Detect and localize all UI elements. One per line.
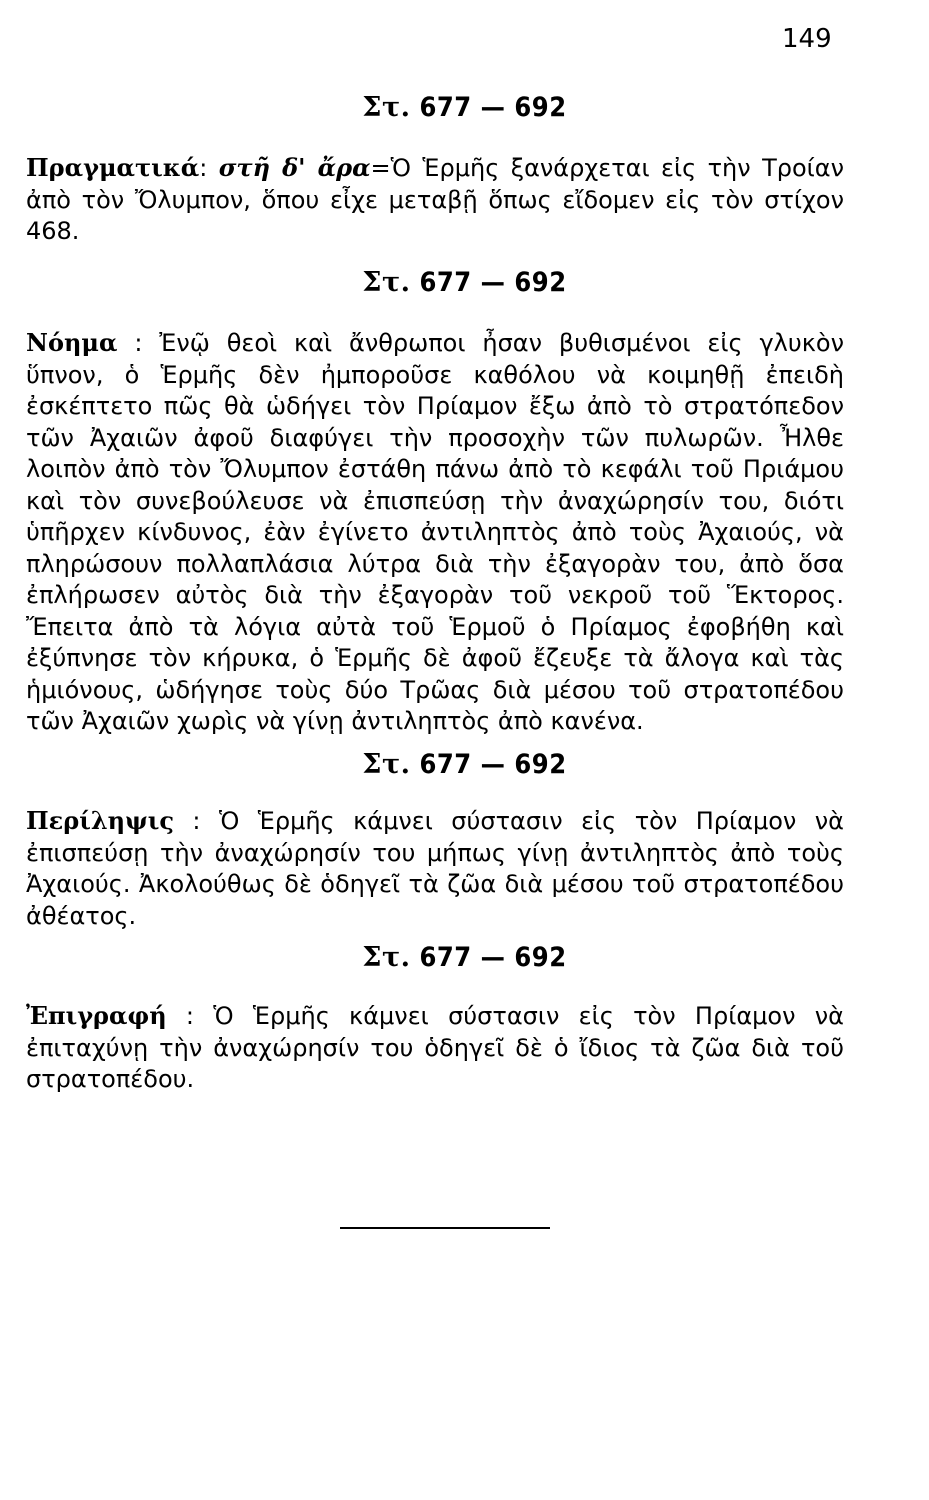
section-text: Ἐνῷ θεοὶ καὶ ἄνθρωποι ἦσαν βυθισμένοι εἰς γλυκὸν ὕπνον, ὁ Ἑρμῆς δὲν ἠμποροῦσε καθόλου νὰ κοιμηθῇ ἐπειδὴ ἐσκέπτετο πῶς θὰ ὡδήγει τὸν Πρίαμον ἔξω ἀπὸ τὸ στρατόπεδον τῶν Ἀχαιῶν ἀφοῦ διαφύγει τὴν προσοχὴν τῶν πυλωρῶν. Ἦλθε λοιπὸν ἀπὸ τὸν Ὄλυμπον ἐστάθη πάνω ἀπὸ τὸ κεφάλι τοῦ Πριάμου καὶ τὸν συνεβούλευσε νὰ ἐπισπεύσῃ τὴν ἀναχώρησίν του, διότι ὑπῆρχεν κίνδυνος, ἐὰν ἐγίνετο ἀντιληπτὸς ἀπὸ τοὺς Ἀχαιούς, νὰ πληρώσουν πολλαπλάσια λύτρα διὰ τὴν ἐξαγορὰν του, ἀπὸ ὅσα ἐπλήρωσεν αὐτὸς διὰ τὴν ἐξαγορὰν τοῦ νεκροῦ τοῦ Ἕκτορος. Ἔπειτα ἀπὸ τὰ λόγια αὐτὰ τοῦ Ἑρμοῦ ὁ Πρίαμος ἐφοβήθη καὶ ἐξύπνησε τὸν κήρυκα, ὁ Ἑρμῆς δὲ ἀφοῦ ἔζευξε τὰ ἄλογα καὶ τὰς ἡμιόνους, ὡδήγησε τοὺς δύο Τρῶας διὰ μέσου τοῦ στρατοπέδου τῶν Ἀχαιῶν χωρὶς νὰ γίνῃ ἀντιληπτὸς ἀπὸ κανένα. bbox=[26, 329, 844, 735]
label-separator: : bbox=[199, 154, 208, 182]
section-text: Ὁ Ἑρμῆς κάμνει σύστασιν εἰς τὸν Πρίαμον νὰ ἐπισπεύσῃ τὴν ἀναχώρησίν του μήπως γίνῃ ἀντιληπτὸς ἀπὸ τοὺς Ἀχαιούς. Ἀκολούθως δὲ ὁδηγεῖ τὰ ζῶα διὰ μέσου τοῦ στρατοπέδου ἀθέατος. bbox=[26, 807, 844, 930]
section-label: Νόημα bbox=[26, 328, 118, 357]
label-separator: : bbox=[192, 807, 201, 835]
section-text: Ὁ Ἑρμῆς ξανάρχεται εἰς τὴν Τροίαν ἀπὸ τὸν Ὄλυμπον, ὅπου εἶχε μεταβῇ ὅπως εἴδομεν εἰς τὸν στίχον 468. bbox=[26, 154, 844, 245]
label-separator: : bbox=[185, 1002, 195, 1030]
verse-abbrev: Στ. bbox=[362, 942, 411, 973]
section-heading-noima bbox=[0, 267, 929, 298]
section-heading-pragmatika bbox=[0, 92, 929, 123]
section-text: Ὁ Ἑρμῆς κάμνει σύστασιν εἰς τὸν Πρίαμον νὰ ἐπιταχύνῃ τὴν ἀναχώρησίν του ὁδηγεῖ δὲ ὁ ἴδιος τὰ ζῶα διὰ τοῦ στρατοπέδου. bbox=[26, 1002, 844, 1093]
verse-abbrev: Στ. bbox=[362, 92, 411, 123]
verse-abbrev: Στ. bbox=[362, 749, 411, 780]
section-perilipsis bbox=[26, 805, 844, 932]
verse-range: 677 — 692 bbox=[419, 267, 567, 298]
verse-range: 677 — 692 bbox=[419, 749, 567, 780]
quote-separator: = bbox=[370, 154, 391, 182]
label-separator: : bbox=[134, 329, 143, 357]
section-noima bbox=[26, 327, 844, 738]
section-heading-perilipsis bbox=[0, 749, 929, 780]
section-epigrafi bbox=[26, 1000, 844, 1096]
section-label: Περίληψις bbox=[26, 806, 174, 835]
section-label: Πραγματικά bbox=[26, 153, 200, 182]
section-pragmatika bbox=[26, 152, 844, 248]
section-label: Ἐπιγραφή bbox=[26, 1001, 167, 1030]
page-number: 149 bbox=[782, 24, 832, 54]
verse-range: 677 — 692 bbox=[419, 942, 567, 973]
section-heading-epigrafi bbox=[0, 942, 929, 973]
verse-abbrev: Στ. bbox=[362, 267, 411, 298]
end-rule bbox=[340, 1227, 550, 1229]
quoted-phrase: στῆ δ' ἄρα bbox=[218, 153, 371, 182]
verse-range: 677 — 692 bbox=[419, 92, 567, 123]
